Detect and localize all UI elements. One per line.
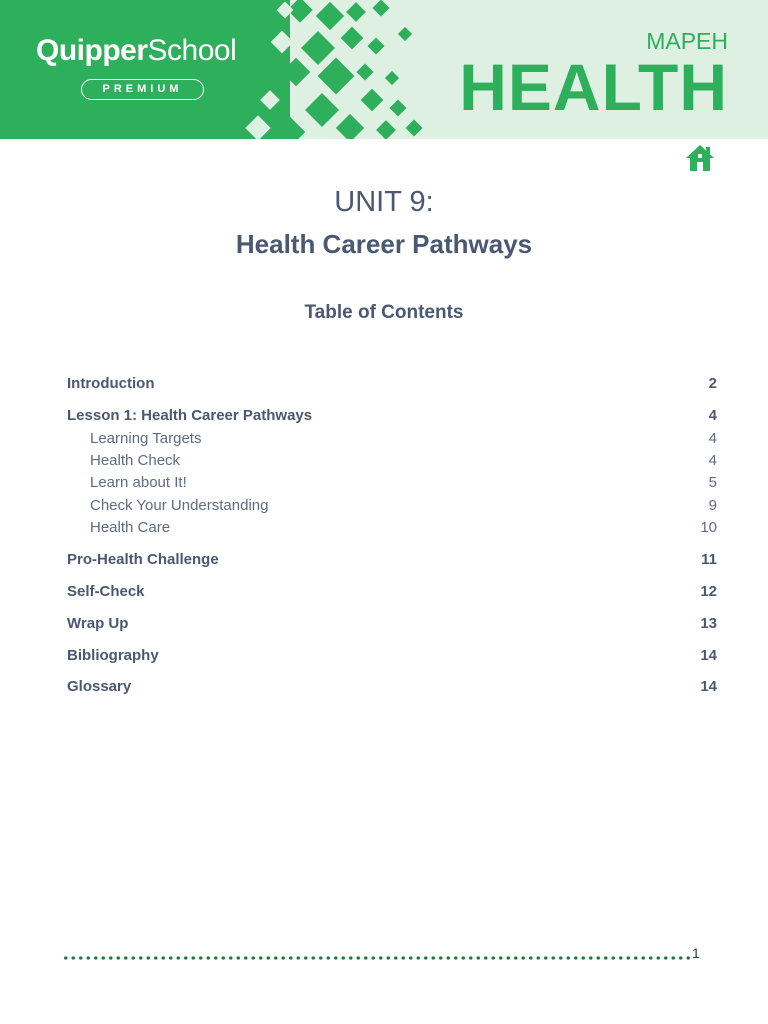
- toc-entry-page: 12: [700, 583, 717, 600]
- toc-entry-page: 4: [708, 452, 717, 469]
- toc-entry-label: Introduction: [67, 375, 155, 392]
- unit-number: UNIT 9:: [334, 186, 434, 218]
- toc-entry-page: 14: [700, 647, 717, 664]
- toc-entry-page: 2: [708, 375, 717, 392]
- diamond-pattern-graphic: [0, 0, 440, 139]
- toc-entry-page: 4: [708, 407, 717, 424]
- toc-entry-label: Learn about It!: [90, 474, 187, 491]
- toc-entry-lesson-1[interactable]: [67, 407, 717, 424]
- toc-entry-page: 4: [708, 430, 717, 447]
- brand-regular-text: School: [147, 34, 237, 67]
- toc-entry-wrap-up[interactable]: [67, 615, 717, 632]
- toc-entry-page: 11: [701, 551, 717, 568]
- home-icon: [684, 142, 716, 174]
- toc-entry-page: 14: [700, 678, 717, 695]
- toc-entry-label: Health Check: [90, 452, 181, 469]
- toc-entry-pro-health-challenge[interactable]: [67, 551, 717, 568]
- toc-entry-label: Self-Check: [67, 583, 145, 600]
- toc-entry-label: Pro-Health Challenge: [67, 551, 219, 568]
- header-banner: [0, 0, 768, 139]
- premium-badge: PREMIUM: [81, 79, 204, 100]
- toc-entry-introduction[interactable]: [67, 375, 717, 392]
- home-button[interactable]: [684, 142, 716, 174]
- toc-entry-health-check[interactable]: [67, 452, 717, 469]
- toc-entry-page: 5: [708, 474, 717, 491]
- toc-entry-bibliography[interactable]: [67, 647, 717, 664]
- toc-entry-label: Wrap Up: [67, 615, 129, 632]
- toc-entry-learning-targets[interactable]: [67, 430, 717, 447]
- toc-heading: Table of Contents: [304, 302, 464, 323]
- toc-entry-label: Check Your Understanding: [90, 497, 269, 514]
- quipper-school-logo: [36, 34, 236, 68]
- subject-title: HEALTH: [459, 50, 728, 124]
- toc-entry-check-your-understanding[interactable]: [67, 497, 717, 514]
- toc-entry-glossary[interactable]: [67, 678, 717, 695]
- page-number: 1: [692, 945, 700, 961]
- toc-entry-label: Bibliography: [67, 647, 159, 664]
- dotted-footer-rule: [62, 955, 690, 961]
- unit-title: Health Career Pathways: [235, 229, 533, 259]
- toc-entry-label: Health Care: [90, 519, 171, 536]
- toc-entry-page: 13: [700, 615, 717, 632]
- toc-entry-learn-about-it[interactable]: [67, 474, 717, 491]
- toc-entry-label: Learning Targets: [90, 430, 202, 447]
- toc-entry-health-care[interactable]: [67, 519, 717, 536]
- toc-entry-label: Glossary: [67, 678, 132, 695]
- subject-label: MAPEH: [646, 28, 728, 54]
- toc-entry-label: Lesson 1: Health Career Pathways: [67, 407, 313, 424]
- toc-entry-page: 9: [708, 497, 717, 514]
- toc-entry-self-check[interactable]: [67, 583, 717, 600]
- toc-entry-page: 10: [700, 519, 717, 536]
- brand-bold-text: Quipper: [36, 34, 148, 67]
